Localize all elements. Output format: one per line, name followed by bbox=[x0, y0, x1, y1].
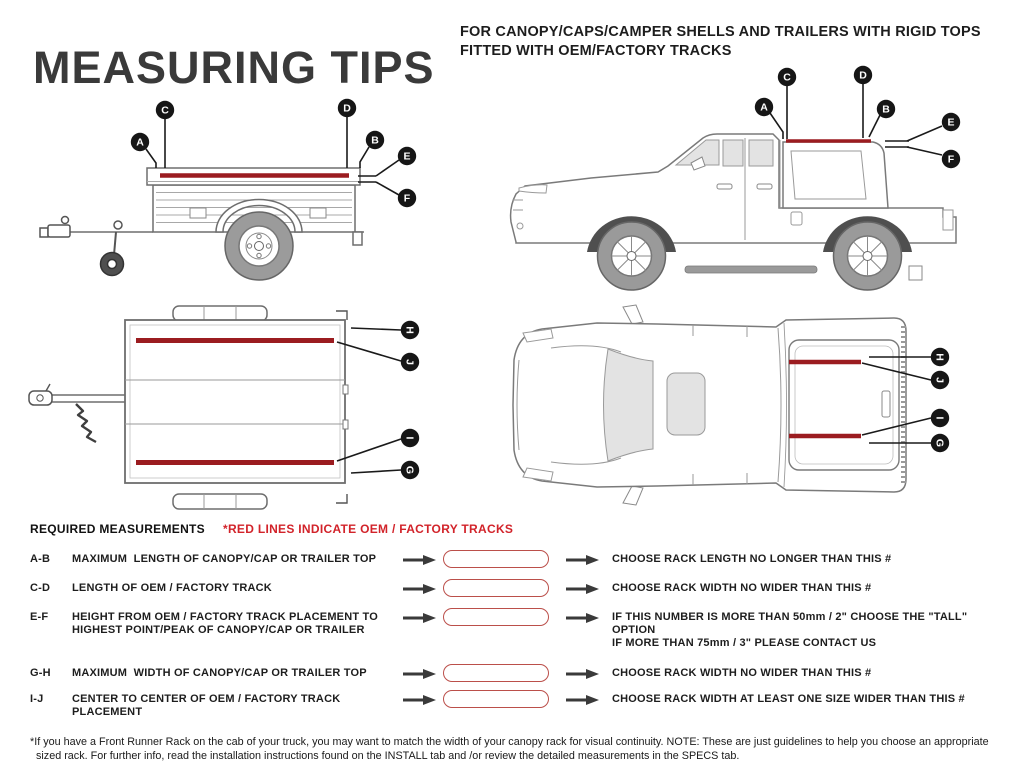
svg-text:J: J bbox=[403, 359, 416, 365]
measurement-guidance: CHOOSE RACK WIDTH NO WIDER THAN THIS # bbox=[612, 667, 872, 679]
svg-text:C: C bbox=[783, 71, 791, 84]
measurement-value-pill bbox=[443, 608, 549, 626]
measurement-description: LENGTH OF OEM / FACTORY TRACK bbox=[72, 582, 272, 594]
range-label: I-J bbox=[30, 693, 44, 705]
marker-I bbox=[931, 409, 949, 427]
measurement-description: MAXIMUM WIDTH OF CANOPY/CAP OR TRAILER TOP bbox=[72, 667, 367, 679]
svg-text:F: F bbox=[403, 192, 411, 205]
marker-D bbox=[338, 99, 356, 117]
svg-text:A: A bbox=[760, 101, 768, 114]
marker-H bbox=[401, 321, 419, 339]
trailer-side-line-art bbox=[40, 168, 364, 280]
description-line-1: HEIGHT FROM OEM / FACTORY TRACK PLACEMENT TO bbox=[72, 611, 379, 623]
measurement-row-cd bbox=[30, 582, 994, 597]
marker-C bbox=[156, 101, 174, 119]
truck-side-view-diagram bbox=[495, 60, 1020, 295]
truck-top-line-art bbox=[513, 305, 906, 505]
flow-arrow-icon bbox=[403, 583, 437, 595]
measurement-guidance: CHOOSE RACK LENGTH NO LONGER THAN THIS # bbox=[612, 553, 892, 565]
measurement-row-gh bbox=[30, 667, 994, 682]
marker-H bbox=[931, 348, 949, 366]
marker-J bbox=[401, 353, 419, 371]
svg-text:I: I bbox=[933, 416, 946, 420]
flow-arrow-icon bbox=[566, 694, 600, 706]
page-subtitle bbox=[460, 23, 981, 61]
marker-F bbox=[398, 189, 416, 207]
marker-D bbox=[854, 66, 872, 84]
marker-J bbox=[931, 371, 949, 389]
marker-A bbox=[131, 133, 149, 151]
flow-arrow-icon bbox=[566, 668, 600, 680]
red-lines-note: *RED LINES INDICATE OEM / FACTORY TRACKS bbox=[222, 522, 514, 536]
svg-text:E: E bbox=[403, 150, 411, 163]
guidance-line-1: IF THIS NUMBER IS MORE THAN 50mm / 2" CHOOSE THE "TALL" OPTION bbox=[612, 611, 971, 636]
marker-I bbox=[401, 429, 419, 447]
svg-text:G: G bbox=[403, 465, 416, 475]
range-label: A-B bbox=[30, 553, 51, 565]
measurement-row-ab bbox=[30, 553, 994, 568]
svg-text:D: D bbox=[343, 102, 351, 115]
svg-text:G: G bbox=[933, 438, 946, 448]
measurement-description bbox=[72, 611, 403, 637]
trailer-top-line-art bbox=[29, 306, 348, 509]
subtitle-line-2: FITTED WITH OEM/FACTORY TRACKS bbox=[460, 43, 732, 59]
svg-text:E: E bbox=[947, 116, 955, 129]
subtitle-line-1: FOR CANOPY/CAPS/CAMPER SHELLS AND TRAILERS WITH RIGID TOPS bbox=[460, 24, 981, 40]
marker-E bbox=[398, 147, 416, 165]
flow-arrow-icon bbox=[566, 583, 600, 595]
flow-arrow-icon bbox=[403, 694, 437, 706]
footnote: *If you have a Front Runner Rack on the cab of your truck, you may want to match the width of your canopy rack for visual continuity. NOTE: These are just guidelines to help you choose an appropriate sized rack. For further info, read the installation instructions found on the INSTALL tab and /or review the detailed measurements in the SPECS tab. bbox=[30, 735, 989, 763]
truck-side-line-art bbox=[511, 134, 956, 290]
measurement-value-pill bbox=[443, 664, 549, 682]
svg-text:B: B bbox=[882, 103, 890, 116]
description-line-2: HIGHEST POINT/PEAK OF CANOPY/CAP OR TRAILER bbox=[72, 624, 365, 636]
marker-B bbox=[366, 131, 384, 149]
svg-text:I: I bbox=[403, 436, 416, 440]
flow-arrow-icon bbox=[566, 554, 600, 566]
measurement-row-ef bbox=[30, 611, 994, 650]
flow-arrow-icon bbox=[403, 668, 437, 680]
svg-text:F: F bbox=[947, 153, 955, 166]
marker-E bbox=[942, 113, 960, 131]
svg-text:B: B bbox=[371, 134, 379, 147]
measurement-guidance: CHOOSE RACK WIDTH AT LEAST ONE SIZE WIDER THAN THIS # bbox=[612, 693, 965, 705]
measurement-description: CENTER TO CENTER OF OEM / FACTORY TRACK PLACEMENT bbox=[72, 693, 344, 718]
svg-text:H: H bbox=[933, 353, 946, 361]
marker-G bbox=[401, 461, 419, 479]
flow-arrow-icon bbox=[403, 554, 437, 566]
measurement-guidance: CHOOSE RACK WIDTH NO WIDER THAN THIS # bbox=[612, 582, 872, 594]
measurement-rows bbox=[30, 553, 994, 733]
measurements-header bbox=[30, 522, 513, 536]
flow-arrow-icon bbox=[403, 612, 437, 624]
measurement-value-pill bbox=[443, 579, 549, 597]
svg-text:H: H bbox=[403, 326, 416, 334]
measurement-description: MAXIMUM LENGTH OF CANOPY/CAP OR TRAILER TOP bbox=[72, 553, 377, 565]
trailer-side-view-diagram bbox=[20, 85, 440, 300]
measurement-guidance bbox=[612, 611, 994, 650]
measurement-value-pill bbox=[443, 550, 549, 568]
range-label: E-F bbox=[30, 611, 49, 623]
svg-text:D: D bbox=[859, 69, 867, 82]
marker-C bbox=[778, 68, 796, 86]
svg-text:C: C bbox=[161, 104, 169, 117]
marker-F bbox=[942, 150, 960, 168]
measurement-value-pill bbox=[443, 690, 549, 708]
trailer-top-view-diagram bbox=[20, 305, 440, 510]
section-title: REQUIRED MEASUREMENTS bbox=[30, 522, 205, 536]
trailer-top-leader-lines bbox=[337, 328, 401, 473]
svg-text:J: J bbox=[933, 377, 946, 383]
marker-A bbox=[755, 98, 773, 116]
range-label: C-D bbox=[30, 582, 51, 594]
svg-text:A: A bbox=[136, 136, 144, 149]
range-label: G-H bbox=[30, 667, 51, 679]
marker-G bbox=[931, 434, 949, 452]
guidance-line-2: IF MORE THAN 75mm / 3" PLEASE CONTACT US bbox=[612, 637, 877, 649]
truck-top-view-diagram bbox=[495, 300, 1020, 510]
page-title: MEASURING TIPS bbox=[33, 42, 435, 94]
flow-arrow-icon bbox=[566, 612, 600, 624]
measurement-row-ij bbox=[30, 693, 994, 719]
marker-B bbox=[877, 100, 895, 118]
